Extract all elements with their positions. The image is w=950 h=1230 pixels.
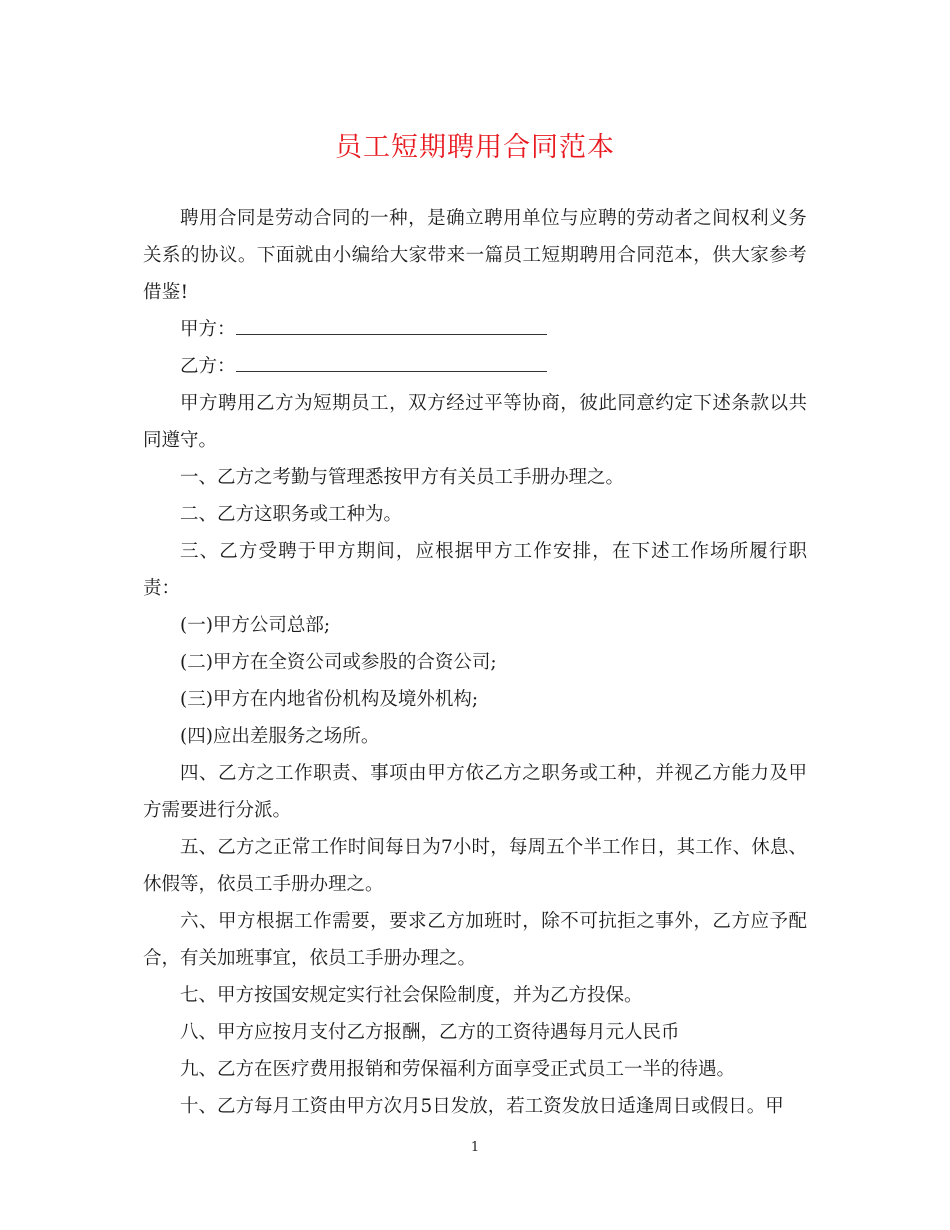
clause-paragraph: 九、乙方在医疗费用报销和劳保福利方面享受正式员工一半的待遇。 xyxy=(180,1059,736,1080)
clause-paragraph: 十、乙方每月工资由甲方次月5日发放，若工资发放日适逢周日或假日。甲 xyxy=(180,1096,784,1117)
clause-paragraph: 一、乙方之考勤与管理悉按甲方有关员工手册办理之。 xyxy=(180,467,625,488)
clause-paragraph: 五、乙方之正常工作时间每日为7小时，每周五个半工作日，其工作、休息、休假等，依员工手册办理之。 xyxy=(143,837,807,895)
party-b-line xyxy=(143,348,807,385)
document-body xyxy=(143,200,807,1125)
party-b-label: 乙方： xyxy=(180,356,236,377)
clause-paragraph: 三、乙方受聘于甲方期间，应根据甲方工作安排，在下述工作场所履行职责： xyxy=(143,541,807,599)
clause-paragraph: 六、甲方根据工作需要，要求乙方加班时，除不可抗拒之事外，乙方应予配合，有关加班事宜，依员工手册办理之。 xyxy=(143,911,807,969)
clause-paragraph: 七、甲方按国安规定实行社会保险制度，并为乙方投保。 xyxy=(180,985,643,1006)
clause-paragraph: (一)甲方公司总部; xyxy=(180,615,331,636)
clause-paragraph: (二)甲方在全资公司或参股的合资公司; xyxy=(180,652,497,673)
party-a-line xyxy=(143,311,807,348)
clause-paragraph: 二、乙方这职务或工种为。 xyxy=(180,504,403,525)
party-a-blank xyxy=(236,312,547,335)
party-b-blank xyxy=(236,349,547,372)
clause-paragraph: 四、乙方之工作职责、事项由甲方依乙方之职务或工种，并视乙方能力及甲方需要进行分派。 xyxy=(143,763,807,821)
clause-paragraph: (四)应出差服务之场所。 xyxy=(180,726,380,747)
page-number: 1 xyxy=(470,1140,480,1155)
party-a-label: 甲方： xyxy=(180,319,236,340)
clause-paragraph: (三)甲方在内地省份机构及境外机构; xyxy=(180,689,479,710)
clause-paragraph: 八、甲方应按月支付乙方报酬，乙方的工资待遇每月元人民币 xyxy=(180,1022,680,1043)
intro-paragraph: 聘用合同是劳动合同的一种，是确立聘用单位与应聘的劳动者之间权利义务关系的协议。下面就由小编给大家带来一篇员工短期聘用合同范本，供大家参考借鉴! xyxy=(143,208,807,303)
clause-paragraph: 甲方聘用乙方为短期员工，双方经过平等协商，彼此同意约定下述条款以共同遵守。 xyxy=(143,393,807,451)
document-title: 员工短期聘用合同范本 xyxy=(335,132,615,163)
